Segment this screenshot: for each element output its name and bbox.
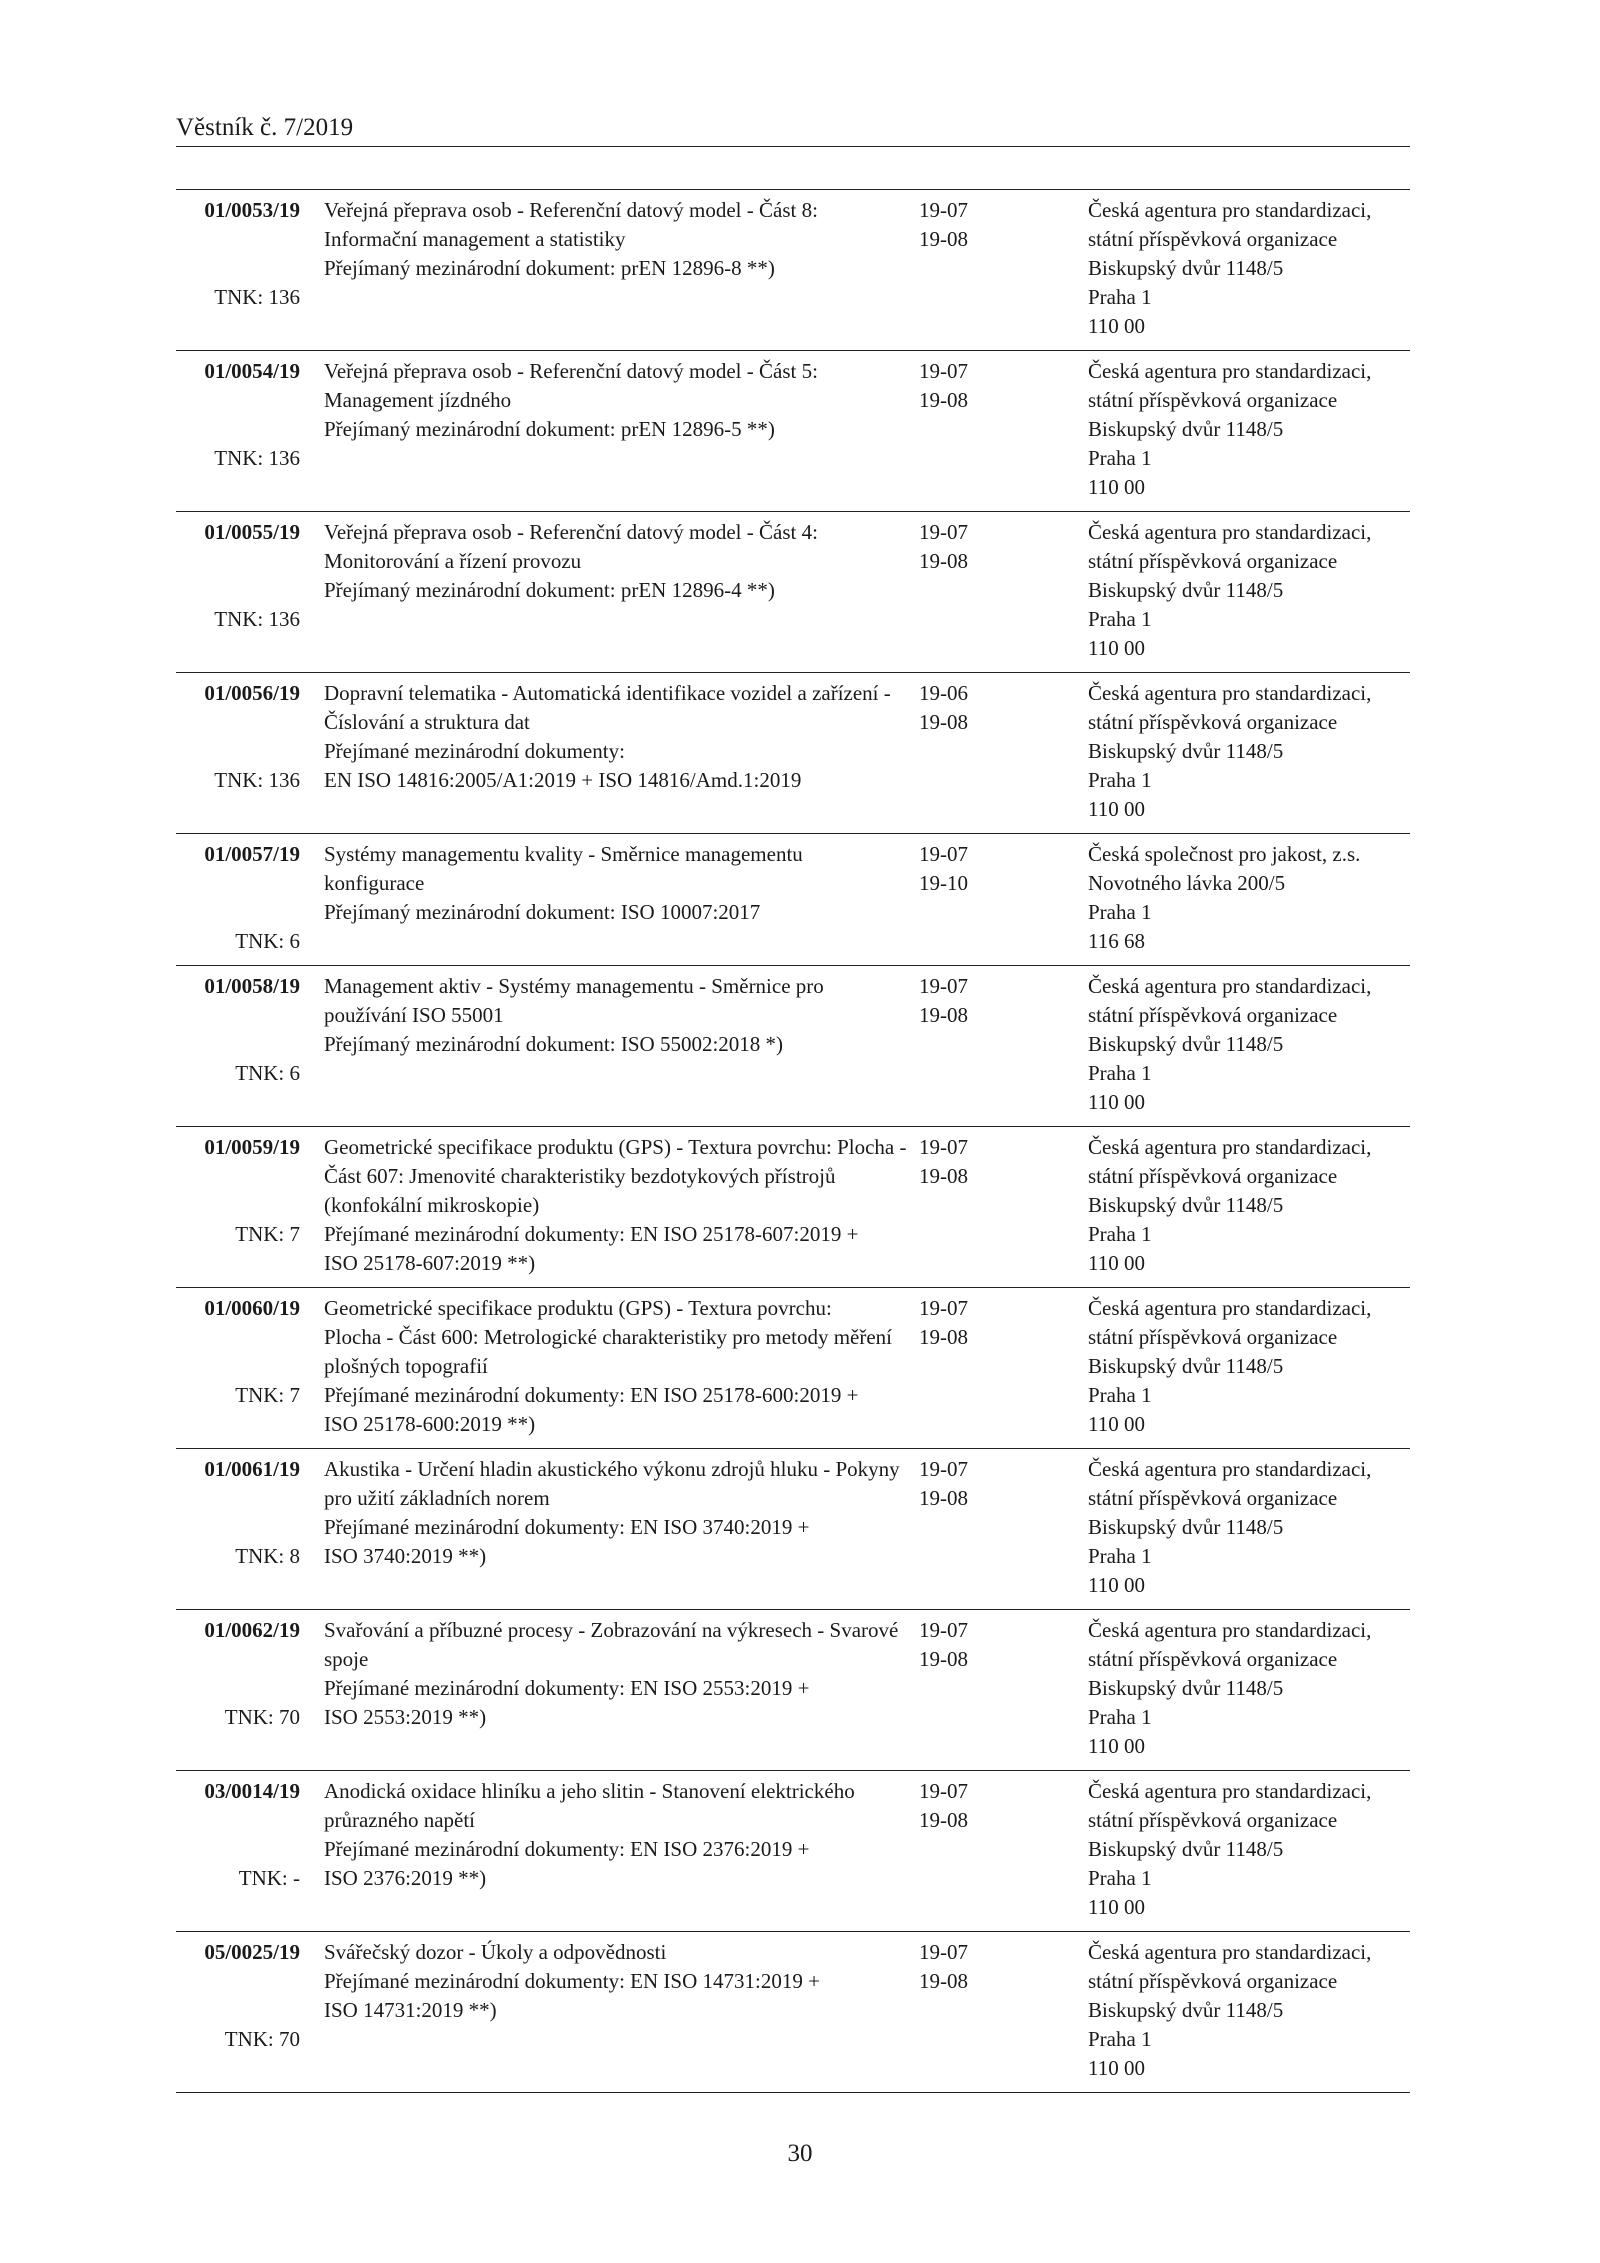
- date-line: 19-07: [919, 1135, 968, 1159]
- date-line: 19-07: [919, 1779, 968, 1803]
- date-line: 19-08: [919, 710, 968, 734]
- table-row: [176, 1127, 1410, 1288]
- address-line: Biskupský dvůr 1148/5: [1088, 1354, 1284, 1378]
- address-line: 110 00: [1088, 797, 1145, 821]
- processor-address: [1088, 679, 1418, 824]
- address-line: Praha 1: [1088, 446, 1152, 470]
- address-line: státní příspěvková organizace: [1088, 227, 1338, 251]
- address-line: Biskupský dvůr 1148/5: [1088, 1193, 1284, 1217]
- date-line: 19-08: [919, 549, 968, 573]
- norm-dates: [919, 840, 999, 898]
- title-line: Geometrické specifikace produktu (GPS) - Textura povrchu: Plocha -: [324, 1135, 907, 1159]
- title-line: Přejímané mezinárodní dokumenty: EN ISO 2376:2019 +: [324, 1837, 810, 1861]
- tnk-label: TNK: 6: [235, 1061, 300, 1085]
- table-row: [176, 966, 1410, 1127]
- address-line: Česká agentura pro standardizaci,: [1088, 520, 1372, 544]
- title-line: Systémy managementu kvality - Směrnice managementu: [324, 842, 803, 866]
- address-line: Biskupský dvůr 1148/5: [1088, 1515, 1284, 1539]
- tnk-label: TNK: 6: [235, 929, 300, 953]
- title-line: Přejímaný mezinárodní dokument: prEN 12896-4 **): [324, 578, 775, 602]
- title-line: Monitorování a řízení provozu: [324, 549, 582, 573]
- date-line: 19-08: [919, 1003, 968, 1027]
- address-line: Biskupský dvůr 1148/5: [1088, 1676, 1284, 1700]
- title-line: Přejímané mezinárodní dokumenty: EN ISO 14731:2019 +: [324, 1969, 820, 1993]
- norm-number: 01/0062/19: [204, 1618, 300, 1642]
- date-line: 19-08: [919, 388, 968, 412]
- title-line: Geometrické specifikace produktu (GPS) - Textura povrchu:: [324, 1296, 832, 1320]
- norm-title: [324, 518, 849, 605]
- norm-dates: [919, 1938, 999, 1996]
- title-line: Přejímaný mezinárodní dokument: ISO 10007:2017: [324, 900, 761, 924]
- address-line: 110 00: [1088, 636, 1145, 660]
- tnk-label: TNK: 136: [214, 285, 300, 309]
- address-line: státní příspěvková organizace: [1088, 549, 1338, 573]
- address-line: Praha 1: [1088, 900, 1152, 924]
- norm-dates: [919, 357, 999, 415]
- address-line: 110 00: [1088, 1251, 1145, 1275]
- date-line: 19-08: [919, 1164, 968, 1188]
- norm-dates: [919, 1455, 999, 1513]
- title-line: používání ISO 55001: [324, 1003, 504, 1027]
- address-line: Novotného lávka 200/5: [1088, 871, 1286, 895]
- date-line: 19-07: [919, 1940, 968, 1964]
- title-line: Přejímané mezinárodní dokumenty: EN ISO 2553:2019 +: [324, 1676, 810, 1700]
- title-line: Dopravní telematika - Automatická identifikace vozidel a zařízení -: [324, 681, 891, 705]
- address-line: 110 00: [1088, 1895, 1145, 1919]
- norm-title: [324, 1938, 849, 2025]
- date-line: 19-08: [919, 1808, 968, 1832]
- title-line: (konfokální mikroskopie): [324, 1193, 540, 1217]
- date-line: 19-06: [919, 681, 968, 705]
- norm-title: [324, 196, 849, 283]
- norm-title: [324, 357, 849, 444]
- date-line: 19-07: [919, 198, 968, 222]
- tnk-label: TNK: 136: [214, 768, 300, 792]
- address-line: 110 00: [1088, 1573, 1145, 1597]
- norm-title: [324, 1777, 855, 1893]
- title-line: Přejímané mezinárodní dokumenty: EN ISO 25178-607:2019 +: [324, 1222, 859, 1246]
- address-line: Praha 1: [1088, 1061, 1152, 1085]
- title-line: Přejímaný mezinárodní dokument: prEN 12896-5 **): [324, 417, 775, 441]
- norm-title: [324, 1294, 893, 1439]
- address-line: Česká agentura pro standardizaci,: [1088, 1618, 1372, 1642]
- address-line: 110 00: [1088, 1734, 1145, 1758]
- processor-address: [1088, 1938, 1418, 2083]
- address-line: Praha 1: [1088, 285, 1152, 309]
- norm-dates: [919, 196, 999, 254]
- table-row: [176, 834, 1410, 966]
- title-line: pro užití základních norem: [324, 1486, 550, 1510]
- address-line: Praha 1: [1088, 1383, 1152, 1407]
- address-line: Česká agentura pro standardizaci,: [1088, 1940, 1372, 1964]
- title-line: Svářečský dozor - Úkoly a odpovědnosti: [324, 1940, 667, 1964]
- tnk-label: TNK: 8: [235, 1544, 300, 1568]
- title-line: Přejímané mezinárodní dokumenty: EN ISO 25178-600:2019 +: [324, 1383, 859, 1407]
- address-line: Praha 1: [1088, 1222, 1152, 1246]
- norm-dates: [919, 1777, 999, 1835]
- title-line: Přejímané mezinárodní dokumenty: EN ISO 3740:2019 +: [324, 1515, 810, 1539]
- processor-address: [1088, 840, 1418, 956]
- norm-title: [324, 840, 849, 927]
- norm-number: 01/0054/19: [204, 359, 300, 383]
- title-line: Management aktiv - Systémy managementu - Směrnice pro: [324, 974, 824, 998]
- norm-dates: [919, 1133, 999, 1191]
- address-line: Česká agentura pro standardizaci,: [1088, 1457, 1372, 1481]
- date-line: 19-08: [919, 227, 968, 251]
- norm-number: 01/0057/19: [204, 842, 300, 866]
- processor-address: [1088, 1455, 1418, 1600]
- table-row: [176, 1288, 1410, 1449]
- processor-address: [1088, 1616, 1418, 1761]
- address-line: Biskupský dvůr 1148/5: [1088, 1998, 1284, 2022]
- norm-number: 01/0056/19: [204, 681, 300, 705]
- page-header: [176, 110, 1410, 147]
- address-line: 110 00: [1088, 314, 1145, 338]
- title-line: ISO 25178-600:2019 **): [324, 1412, 536, 1436]
- table-row: [176, 351, 1410, 512]
- title-line: Anodická oxidace hliníku a jeho slitin - Stanovení elektrického: [324, 1779, 855, 1803]
- title-line: EN ISO 14816:2005/A1:2019 + ISO 14816/Amd.1:2019: [324, 768, 802, 792]
- processor-address: [1088, 1294, 1418, 1439]
- address-line: Česká agentura pro standardizaci,: [1088, 1135, 1372, 1159]
- tnk-label: TNK: 7: [235, 1383, 300, 1407]
- date-line: 19-08: [919, 1486, 968, 1510]
- date-line: 19-10: [919, 871, 968, 895]
- processor-address: [1088, 518, 1418, 663]
- norm-dates: [919, 1294, 999, 1352]
- date-line: 19-07: [919, 1457, 968, 1481]
- title-line: Číslování a struktura dat: [324, 710, 530, 734]
- address-line: státní příspěvková organizace: [1088, 1969, 1338, 1993]
- norm-title: [324, 679, 891, 795]
- address-line: státní příspěvková organizace: [1088, 388, 1338, 412]
- date-line: 19-07: [919, 974, 968, 998]
- norm-dates: [919, 972, 999, 1030]
- norm-number: 01/0055/19: [204, 520, 300, 544]
- date-line: 19-07: [919, 520, 968, 544]
- title-line: Přejímané mezinárodní dokumenty:: [324, 739, 625, 763]
- norm-table: [176, 189, 1410, 2093]
- address-line: Česká společnost pro jakost, z.s.: [1088, 842, 1361, 866]
- norm-number: 01/0053/19: [204, 198, 300, 222]
- address-line: Česká agentura pro standardizaci,: [1088, 198, 1372, 222]
- norm-number: 01/0060/19: [204, 1296, 300, 1320]
- table-row: [176, 1771, 1410, 1932]
- address-line: 110 00: [1088, 2056, 1145, 2080]
- norm-number: 05/0025/19: [204, 1940, 300, 1964]
- address-line: státní příspěvková organizace: [1088, 710, 1338, 734]
- date-line: 19-08: [919, 1325, 968, 1349]
- processor-address: [1088, 357, 1418, 502]
- title-line: Přejímaný mezinárodní dokument: ISO 55002:2018 *): [324, 1032, 784, 1056]
- table-row: [176, 1932, 1410, 2093]
- address-line: Česká agentura pro standardizaci,: [1088, 1296, 1372, 1320]
- address-line: Česká agentura pro standardizaci,: [1088, 974, 1372, 998]
- date-line: 19-08: [919, 1969, 968, 1993]
- title-line: Management jízdného: [324, 388, 512, 412]
- tnk-label: TNK: 136: [214, 607, 300, 631]
- norm-title: [324, 972, 849, 1059]
- title-line: Plocha - Část 600: Metrologické charakteristiky pro metody měření: [324, 1325, 893, 1349]
- title-line: Část 607: Jmenovité charakteristiky bezdotykových přístrojů: [324, 1164, 836, 1188]
- address-line: Praha 1: [1088, 1705, 1152, 1729]
- address-line: Česká agentura pro standardizaci,: [1088, 681, 1372, 705]
- title-line: Akustika - Určení hladin akustického výkonu zdrojů hluku - Pokyny: [324, 1457, 900, 1481]
- processor-address: [1088, 972, 1418, 1117]
- norm-title: [324, 1133, 907, 1278]
- address-line: 110 00: [1088, 1412, 1145, 1436]
- date-line: 19-08: [919, 1647, 968, 1671]
- title-line: ISO 14731:2019 **): [324, 1998, 497, 2022]
- address-line: Česká agentura pro standardizaci,: [1088, 1779, 1372, 1803]
- address-line: Česká agentura pro standardizaci,: [1088, 359, 1372, 383]
- address-line: státní příspěvková organizace: [1088, 1325, 1338, 1349]
- table-row: [176, 190, 1410, 351]
- table-row: [176, 1449, 1410, 1610]
- tnk-label: TNK: 70: [224, 2027, 300, 2051]
- date-line: 19-07: [919, 1296, 968, 1320]
- norm-dates: [919, 518, 999, 576]
- page-number: 30: [787, 2140, 813, 2167]
- norm-number: 01/0059/19: [204, 1135, 300, 1159]
- norm-number: 01/0058/19: [204, 974, 300, 998]
- norm-number: 03/0014/19: [204, 1779, 300, 1803]
- title-line: ISO 25178-607:2019 **): [324, 1251, 536, 1275]
- processor-address: [1088, 196, 1418, 341]
- address-line: státní příspěvková organizace: [1088, 1003, 1338, 1027]
- address-line: 110 00: [1088, 1090, 1145, 1114]
- address-line: Praha 1: [1088, 768, 1152, 792]
- title-line: Veřejná přeprava osob - Referenční datový model - Část 5:: [324, 359, 818, 383]
- address-line: státní příspěvková organizace: [1088, 1486, 1338, 1510]
- date-line: 19-07: [919, 359, 968, 383]
- address-line: Praha 1: [1088, 1866, 1152, 1890]
- table-row: [176, 673, 1410, 834]
- title-line: ISO 2553:2019 **): [324, 1705, 487, 1729]
- address-line: státní příspěvková organizace: [1088, 1808, 1338, 1832]
- title-line: Přejímaný mezinárodní dokument: prEN 12896-8 **): [324, 256, 775, 280]
- address-line: Biskupský dvůr 1148/5: [1088, 256, 1284, 280]
- table-row: [176, 1610, 1410, 1771]
- title-line: ISO 2376:2019 **): [324, 1866, 487, 1890]
- processor-address: [1088, 1777, 1418, 1922]
- title-line: ISO 3740:2019 **): [324, 1544, 487, 1568]
- bulletin-title: Věstník č. 7/2019: [176, 114, 354, 141]
- tnk-label: TNK: -: [238, 1866, 300, 1890]
- tnk-label: TNK: 136: [214, 446, 300, 470]
- date-line: 19-07: [919, 1618, 968, 1642]
- norm-number: 01/0061/19: [204, 1457, 300, 1481]
- title-line: plošných topografií: [324, 1354, 488, 1378]
- title-line: spoje: [324, 1647, 369, 1671]
- title-line: průrazného napětí: [324, 1808, 476, 1832]
- title-line: konfigurace: [324, 871, 425, 895]
- address-line: 110 00: [1088, 475, 1145, 499]
- norm-dates: [919, 1616, 999, 1674]
- address-line: Biskupský dvůr 1148/5: [1088, 578, 1284, 602]
- date-line: 19-07: [919, 842, 968, 866]
- address-line: Biskupský dvůr 1148/5: [1088, 739, 1284, 763]
- title-line: Informační management a statistiky: [324, 227, 626, 251]
- address-line: 116 68: [1088, 929, 1145, 953]
- norm-title: [324, 1455, 900, 1571]
- title-line: Veřejná přeprava osob - Referenční datový model - Část 4:: [324, 520, 818, 544]
- processor-address: [1088, 1133, 1418, 1278]
- address-line: Praha 1: [1088, 607, 1152, 631]
- title-line: Veřejná přeprava osob - Referenční datový model - Část 8:: [324, 198, 818, 222]
- address-line: státní příspěvková organizace: [1088, 1647, 1338, 1671]
- norm-dates: [919, 679, 999, 737]
- address-line: státní příspěvková organizace: [1088, 1164, 1338, 1188]
- tnk-label: TNK: 70: [224, 1705, 300, 1729]
- address-line: Biskupský dvůr 1148/5: [1088, 417, 1284, 441]
- address-line: Biskupský dvůr 1148/5: [1088, 1837, 1284, 1861]
- table-row: [176, 512, 1410, 673]
- address-line: Praha 1: [1088, 2027, 1152, 2051]
- address-line: Praha 1: [1088, 1544, 1152, 1568]
- title-line: Svařování a příbuzné procesy - Zobrazování na výkresech - Svarové: [324, 1618, 899, 1642]
- address-line: Biskupský dvůr 1148/5: [1088, 1032, 1284, 1056]
- tnk-label: TNK: 7: [235, 1222, 300, 1246]
- norm-title: [324, 1616, 899, 1732]
